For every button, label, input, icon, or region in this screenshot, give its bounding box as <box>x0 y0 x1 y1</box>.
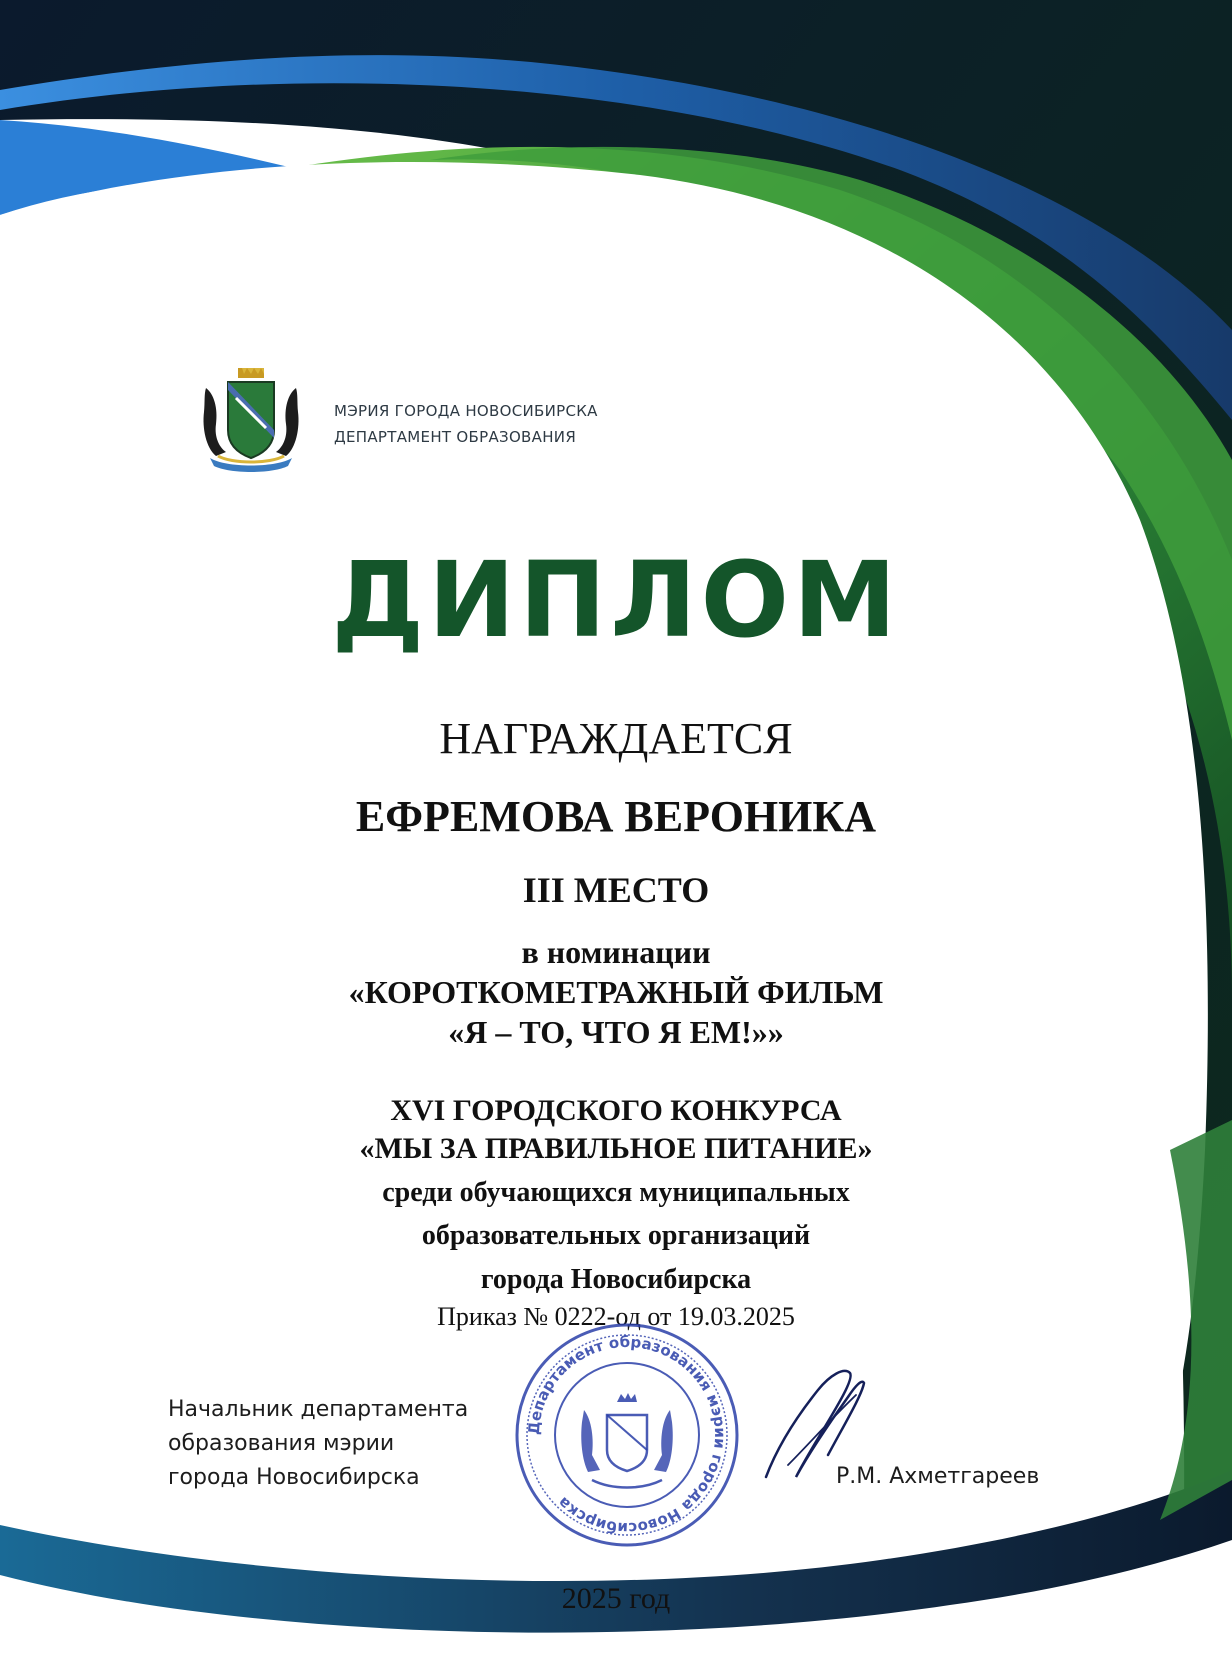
signer-position <box>168 1393 468 1495</box>
organization-name <box>334 398 598 450</box>
org-line-1: МЭРИЯ ГОРОДА НОВОСИБИРСКА <box>334 402 598 420</box>
contest-line-5: города Новосибирска <box>480 1264 752 1295</box>
nomination-intro: в номинации <box>521 934 711 970</box>
awarded-label: НАГРАЖДАЕТСЯ <box>439 714 793 763</box>
position-line-1: Начальник департамента <box>168 1397 469 1422</box>
diploma-title: ДИПЛОМ <box>331 539 901 661</box>
contest-line-3: среди обучающихся муниципальных <box>382 1177 850 1208</box>
contest-line-1: XVI ГОРОДСКОГО КОНКУРСА <box>390 1094 842 1127</box>
city-coat-of-arms-icon <box>196 368 306 472</box>
nomination-line-1: «КОРОТКОМЕТРАЖНЫЙ ФИЛЬМ <box>348 974 884 1010</box>
nomination-line-2: «Я – ТО, ЧТО Я ЕМ!»» <box>448 1014 784 1050</box>
official-stamp <box>512 1320 742 1550</box>
org-line-2: ДЕПАРТАМЕНТ ОБРАЗОВАНИЯ <box>334 428 577 446</box>
stamp-text: Департамент образования мэрии города Новосибирска <box>524 1332 730 1538</box>
order-reference: Приказ № 0222-од от 19.03.2025 <box>437 1302 795 1331</box>
position-line-3: города Новосибирска <box>168 1465 420 1490</box>
contest-line-4: образовательных организаций <box>421 1220 811 1251</box>
award-place: III МЕСТО <box>522 870 710 910</box>
issue-year: 2025 год <box>561 1582 671 1615</box>
contest-line-2: «МЫ ЗА ПРАВИЛЬНОЕ ПИТАНИЕ» <box>359 1132 873 1165</box>
recipient-name: ЕФРЕМОВА ВЕРОНИКА <box>355 792 877 841</box>
position-line-2: образования мэрии <box>168 1431 395 1456</box>
signer-name: Р.М. Ахметгареев <box>836 1464 1040 1489</box>
